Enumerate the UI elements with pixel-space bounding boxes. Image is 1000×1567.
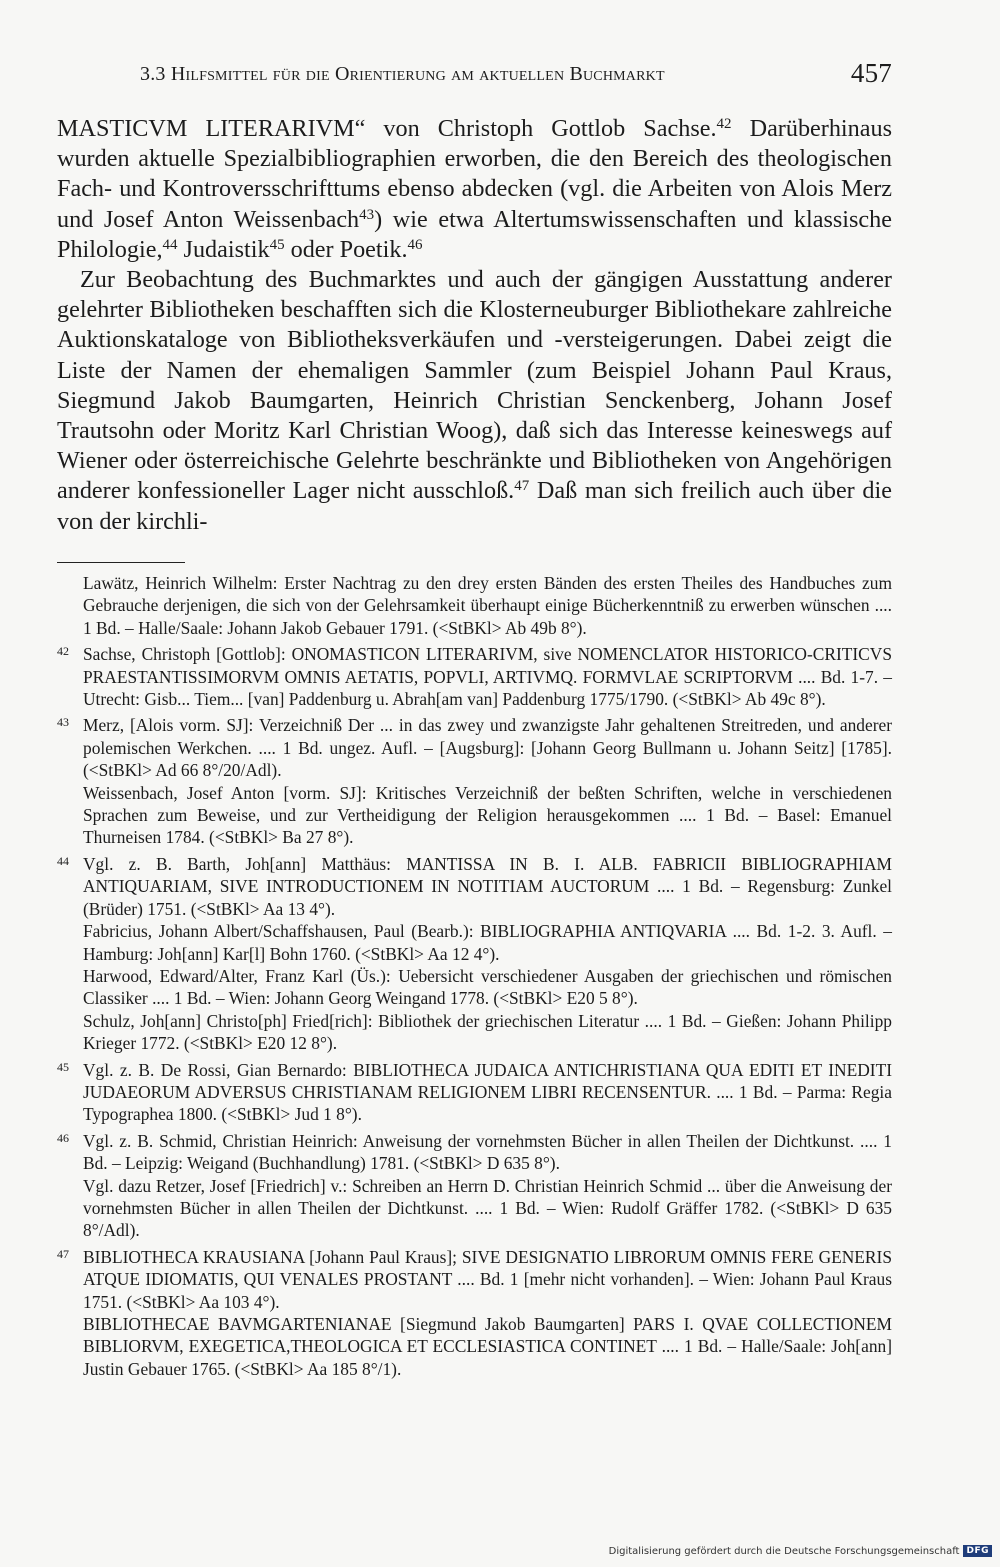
footnote-text: Vgl. z. B. Barth, Joh[ann] Matthäus: MANTISSA IN B. I. ALB. FABRICII BIBLIOGRAPHIAM ANTIQUARIAM, SIVE INTRODUCTIONEM IN NOTITIAM AUCTORUM .... 1 Bd. – Regensburg: Zunkel (Brüder) 1751. (<StBKl> Aa 13 4°).: [83, 853, 892, 919]
footnote-ref-46[interactable]: 46: [407, 236, 423, 253]
paragraph-1: [57, 114, 892, 265]
title-part-3: uchmarkt: [583, 63, 665, 85]
footnote-text: Weissenbach, Josef Anton [vorm. SJ]: Kritisches Verzeichniß der beßten Schriften, welche in verschiedenen Sprachen zum Beweise, und zur Vertheidigung der Religion herausgekommen .... 1 Bd. – Basel: Emanuel Thurneisen 1784. (<StBKl> Ba 27 8°).: [83, 782, 892, 848]
title-initial-o: O: [334, 63, 350, 85]
footnote-45: [57, 1059, 892, 1126]
footnote-number: 45: [57, 1059, 69, 1074]
p2-text-b: Daß man sich freilich auch über die von der kirchli-: [57, 477, 892, 535]
footnote-43: [57, 714, 892, 781]
p1-text-d: Judaistik: [177, 235, 270, 263]
page-number: 457: [850, 58, 892, 88]
footnote-number: 46: [57, 1130, 69, 1145]
footnote-ref-45[interactable]: 45: [269, 236, 285, 253]
footnote-44-entry-3: [57, 965, 892, 1010]
footnote-44-entry-4: [57, 1010, 892, 1055]
footnote-47: [57, 1246, 892, 1313]
footnote-42: [57, 643, 892, 710]
footnote-47-entry-2: [57, 1313, 892, 1380]
footnote-ref-44[interactable]: 44: [162, 236, 178, 253]
footnote-ref-47[interactable]: 47: [514, 478, 530, 495]
footnote-number: 44: [57, 853, 69, 868]
section-number: 3.3: [140, 63, 166, 85]
footnote-text: BIBLIOTHECAE BAVMGARTENIANAE [Siegmund Jakob Baumgarten] PARS I. QVAE COLLECTIONEM BIBLIORVM, EXEGETICA,THEOLOGICA ET ECCLESIASTICA CONTINET .... 1 Bd. – Halle/Saale: Joh[ann] Justin Gebauer 1765. (<StBKl> Aa 185 8°/1).: [83, 1314, 892, 1379]
footnote-46: [57, 1130, 892, 1175]
title-initial-h: H: [170, 63, 186, 85]
footnote-number: 47: [57, 1246, 69, 1261]
footnotes: [57, 572, 892, 1384]
footnote-text: Vgl. z. B. De Rossi, Gian Bernardo: BIBLIOTHECA JUDAICA ANTICHRISTIANA QUA EDITI ET INEDITI JUDAEORUM ADVERSUS CHRISTIANAM RELIGIONEM LIBRI RECENSENTUR. .... 1 Bd. – Parma: Regia Typographea 1800. (<StBKl> Jud 1 8°).: [83, 1059, 892, 1125]
footnote-ref-43[interactable]: 43: [359, 206, 375, 223]
footnote-text: Lawätz, Heinrich Wilhelm: Erster Nachtrag zu den drey ersten Bänden des ersten Theiles des Handbuches zum Gebrauche derjenigen, die sich von der Gelehrsamkeit überhaupt einige Bücherkenntniß zu erwerben wünschen .... 1 Bd. – Halle/Saale: Johann Jakob Gebauer 1791. (<StBKl> Ab 49b 8°).: [83, 573, 892, 638]
p1-text-b: Darüberhinaus wurden aktuelle Spezialbibliographien erworben, die den Bereich des theologischen Fach- und Kontroversschrifttums ebenso abdecken (vgl. die Arbeiten von Alois Merz und Josef Anton Weissenbach: [57, 115, 892, 233]
credit-text: Digitalisierung gefördert durch die Deutsche Forschungsgemeinschaft: [608, 1545, 960, 1557]
running-head: [140, 58, 892, 92]
footnote-text: Vgl. dazu Retzer, Josef [Friedrich] v.: Schreiben an Herrn D. Christian Heinrich Schmid ... über die Anweisung der vornehmsten Bücher in allen Theilen der Dichtkunst. .... 1 Bd. – Wien: Rudolf Gräffer 1782. (<StBKl> D 635 8°/Adl).: [83, 1175, 892, 1241]
footnote-ref-42[interactable]: 42: [716, 115, 732, 132]
dfg-logo: DFG: [963, 1545, 992, 1557]
footnote-text: Fabricius, Johann Albert/Schaffshausen, Paul (Bearb.): BIBLIOGRAPHIA ANTIQVARIA .... Bd. 1-2. 3. Aufl. – Hamburg: Joh[ann] Kar[l] Bohn 1760. (<StBKl> Aa 12 4°).: [83, 921, 892, 964]
footnote-continued: [57, 572, 892, 639]
title-initial-b: B: [569, 63, 583, 85]
footnote-text: Merz, [Alois vorm. SJ]: Verzeichniß Der ... in das zwey und zwanzigste Jahr gehaltenen Streitreden, und anderer polemischen Werkchen. .... 1 Bd. ungez. Aufl. – [Augsburg]: [Johann Georg Bullmann u. Johann Seitz] [1785]. (<StBKl> Ad 66 8°/20/Adl).: [83, 715, 892, 781]
paragraph-2: [57, 265, 892, 537]
footnote-44-entry-2: [57, 920, 892, 965]
p1-text-e: oder Poetik.: [284, 235, 408, 263]
p2-text-a: Zur Beobachtung des Buchmarktes und auch der gängigen Ausstattung anderer gelehrter Bibliotheken beschafften sich die Klosterneuburger Bibliothekare zahlreiche Auktionskataloge von Bibliotheksverkäufen und -versteigerungen. Dabei zeigt die Liste der Namen der ehemaligen Sammler (zum Beispiel Johann Paul Kraus, Siegmund Jakob Baumgarten, Heinrich Christian Senckenberg, Johann Josef Trautsohn oder Moritz Karl Christian Woog), daß sich das Interesse keineswegs auf Wiener oder österreichische Gelehrte beschränkte und Bibliotheken von Angehörigen anderer konfessioneller Lager nicht ausschloß.: [57, 266, 892, 505]
footnote-number: 43: [57, 715, 69, 730]
p1-text-a: MASTICVM LITERARIVM“ von Christoph Gottlob Sachse.: [57, 115, 717, 142]
footnote-46-entry-2: [57, 1175, 892, 1242]
main-text: [57, 114, 892, 537]
p1-text-c: ) wie etwa Altertumswissenschaften und klassische Philologie,: [57, 205, 892, 263]
footnote-number: 42: [57, 644, 69, 659]
digitization-credit: [609, 1545, 992, 1557]
title-part-2: rientierung am aktuellen: [349, 63, 570, 85]
footnote-text: Sachse, Christoph [Gottlob]: ONOMASTICON LITERARIVM, sive NOMENCLATOR HISTORICO-CRITICVS PRAESTANTISSIMORVM OMNIS AETATIS, POPVLI, ARTIVMQ. FORMVLAE SCRIPTORVM .... Bd. 1-7. – Utrecht: Gisb... Tiem... [van] Paddenburg u. Abrah[am van] Paddenburg 1775/1790. (<StBKl> Ab 49c 8°).: [83, 644, 892, 710]
running-head-title: [140, 63, 665, 86]
footnote-43-entry-2: [57, 782, 892, 849]
footnote-text: Harwood, Edward/Alter, Franz Karl (Üs.): Uebersicht verschiedener Ausgaben der griechischen und römischen Classiker .... 1 Bd. – Wien: Johann Georg Weingand 1778. (<StBKl> E20 5 8°).: [83, 965, 892, 1009]
title-part-1: ilfsmittel für die: [185, 63, 335, 85]
footnote-text: Schulz, Joh[ann] Christo[ph] Fried[rich]: Bibliothek der griechischen Literatur .... 1 Bd. – Gießen: Johann Philipp Krieger 1772. (<StBKl> E20 12 8°).: [83, 1010, 892, 1054]
footnote-44: [57, 853, 892, 920]
footnote-text: BIBLIOTHECA KRAUSIANA [Johann Paul Kraus]; SIVE DESIGNATIO LIBRORUM OMNIS FERE GENERIS ATQUE IDIOMATIS, QUI VENALES PROSTANT .... Bd. 1 [mehr nicht vorhanden]. – Wien: Johann Paul Kraus 1751. (<StBKl> Aa 103 4°).: [83, 1246, 892, 1312]
footnote-text: Vgl. z. B. Schmid, Christian Heinrich: Anweisung der vornehmsten Bücher in allen Theilen der Dichtkunst. .... 1 Bd. – Leipzig: Weigand (Buchhandlung) 1781. (<StBKl> D 635 8°).: [83, 1130, 892, 1174]
footnote-separator: [57, 562, 185, 563]
